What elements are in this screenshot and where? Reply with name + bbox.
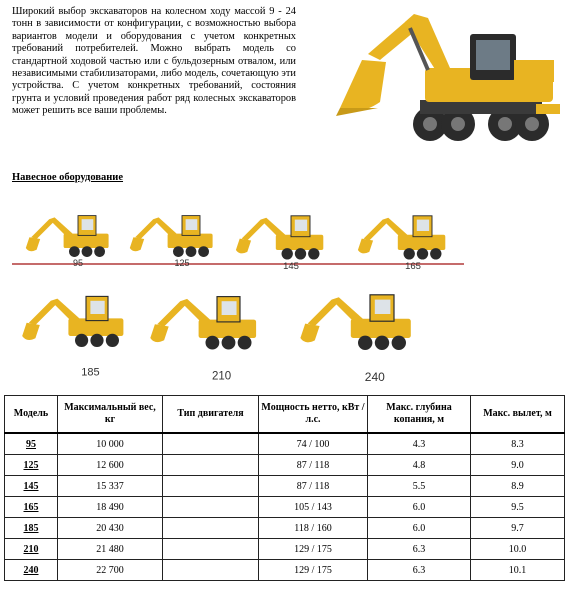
cell-model[interactable]: 95 bbox=[5, 433, 58, 455]
cell-weight: 10 000 bbox=[58, 433, 163, 455]
header-reach: Макс. вылет, м bbox=[471, 396, 565, 434]
excavator-model-185 bbox=[22, 296, 123, 378]
model-lineup-illustration bbox=[12, 212, 464, 385]
table-row bbox=[5, 539, 565, 560]
cell-weight: 22 700 bbox=[58, 560, 163, 581]
cell-weight: 15 337 bbox=[58, 476, 163, 497]
cell-depth: 6.0 bbox=[368, 497, 471, 518]
model-label: 210 bbox=[212, 370, 232, 383]
cell-power: 74 / 100 bbox=[259, 433, 368, 455]
cell-power: 87 / 118 bbox=[259, 455, 368, 476]
cell-model[interactable]: 240 bbox=[5, 560, 58, 581]
cell-reach: 10.1 bbox=[471, 560, 565, 581]
table-header-row bbox=[5, 396, 565, 434]
table-row bbox=[5, 455, 565, 476]
cell-weight: 21 480 bbox=[58, 539, 163, 560]
cell-model[interactable]: 145 bbox=[5, 476, 58, 497]
cell-weight: 12 600 bbox=[58, 455, 163, 476]
table-row bbox=[5, 476, 565, 497]
cell-reach: 9.7 bbox=[471, 518, 565, 539]
cell-depth: 4.8 bbox=[368, 455, 471, 476]
cell-depth: 4.3 bbox=[368, 433, 471, 455]
cell-reach: 10.0 bbox=[471, 539, 565, 560]
spec-table bbox=[4, 395, 565, 581]
model-label: 95 bbox=[72, 258, 84, 268]
section-title: Навесное оборудование bbox=[12, 172, 124, 183]
cell-reach: 8.9 bbox=[471, 476, 565, 497]
cell-power: 87 / 118 bbox=[259, 476, 368, 497]
header-engine: Тип двигателя bbox=[163, 396, 259, 434]
cell-engine bbox=[163, 497, 259, 518]
header-depth: Макс. глубина копания, м bbox=[368, 396, 471, 434]
excavator-model-125 bbox=[130, 216, 213, 268]
excavator-model-240 bbox=[300, 295, 410, 384]
cell-engine bbox=[163, 433, 259, 455]
cell-power: 129 / 175 bbox=[259, 560, 368, 581]
table-row bbox=[5, 497, 565, 518]
cell-depth: 6.3 bbox=[368, 560, 471, 581]
header-model: Модель bbox=[5, 396, 58, 434]
cell-depth: 6.0 bbox=[368, 518, 471, 539]
intro-paragraph: Широкий выбор экскаваторов на колесном ходу массой 9 - 24 тонн в зависимости от конфигурации, с возможностью выбора вариантов модели и оборудования с учетом конкретных требований потребителей. Можно выбрать модель со стандартной ходовой частью или с бульдозерным отвалом, или независимыми стабилизаторами, либо модель, сочетающую эти устройства. С учетом конкретных требований, состояния грунта и условий проведения работ ряд колесных экскаваторов может решить все ваши проблемы. bbox=[12, 6, 296, 117]
cell-weight: 18 490 bbox=[58, 497, 163, 518]
cell-reach: 8.3 bbox=[471, 433, 565, 455]
cell-engine bbox=[163, 560, 259, 581]
cell-power: 129 / 175 bbox=[259, 539, 368, 560]
hero-excavator-photo bbox=[300, 4, 568, 156]
cell-depth: 6.3 bbox=[368, 539, 471, 560]
cell-model[interactable]: 125 bbox=[5, 455, 58, 476]
cell-model[interactable]: 210 bbox=[5, 539, 58, 560]
model-label: 185 bbox=[81, 366, 100, 379]
cell-reach: 9.0 bbox=[471, 455, 565, 476]
cell-engine bbox=[163, 476, 259, 497]
cell-engine bbox=[163, 455, 259, 476]
model-label: 145 bbox=[283, 261, 299, 272]
model-label: 165 bbox=[405, 261, 421, 272]
model-label: 240 bbox=[364, 370, 385, 385]
header-weight: Максимальный вес, кг bbox=[58, 396, 163, 434]
cell-engine bbox=[163, 539, 259, 560]
model-label: 125 bbox=[174, 258, 190, 268]
cell-model[interactable]: 165 bbox=[5, 497, 58, 518]
table-row bbox=[5, 518, 565, 539]
header-power: Мощность нетто, кВт / л.с. bbox=[259, 396, 368, 434]
cell-depth: 5.5 bbox=[368, 476, 471, 497]
cell-weight: 20 430 bbox=[58, 518, 163, 539]
excavator-model-95 bbox=[26, 216, 109, 268]
cell-engine bbox=[163, 518, 259, 539]
cell-model[interactable]: 185 bbox=[5, 518, 58, 539]
cell-power: 105 / 143 bbox=[259, 497, 368, 518]
excavator-model-210 bbox=[150, 297, 256, 383]
table-row bbox=[5, 560, 565, 581]
table-row bbox=[5, 433, 565, 455]
cell-power: 118 / 160 bbox=[259, 518, 368, 539]
cell-reach: 9.5 bbox=[471, 497, 565, 518]
